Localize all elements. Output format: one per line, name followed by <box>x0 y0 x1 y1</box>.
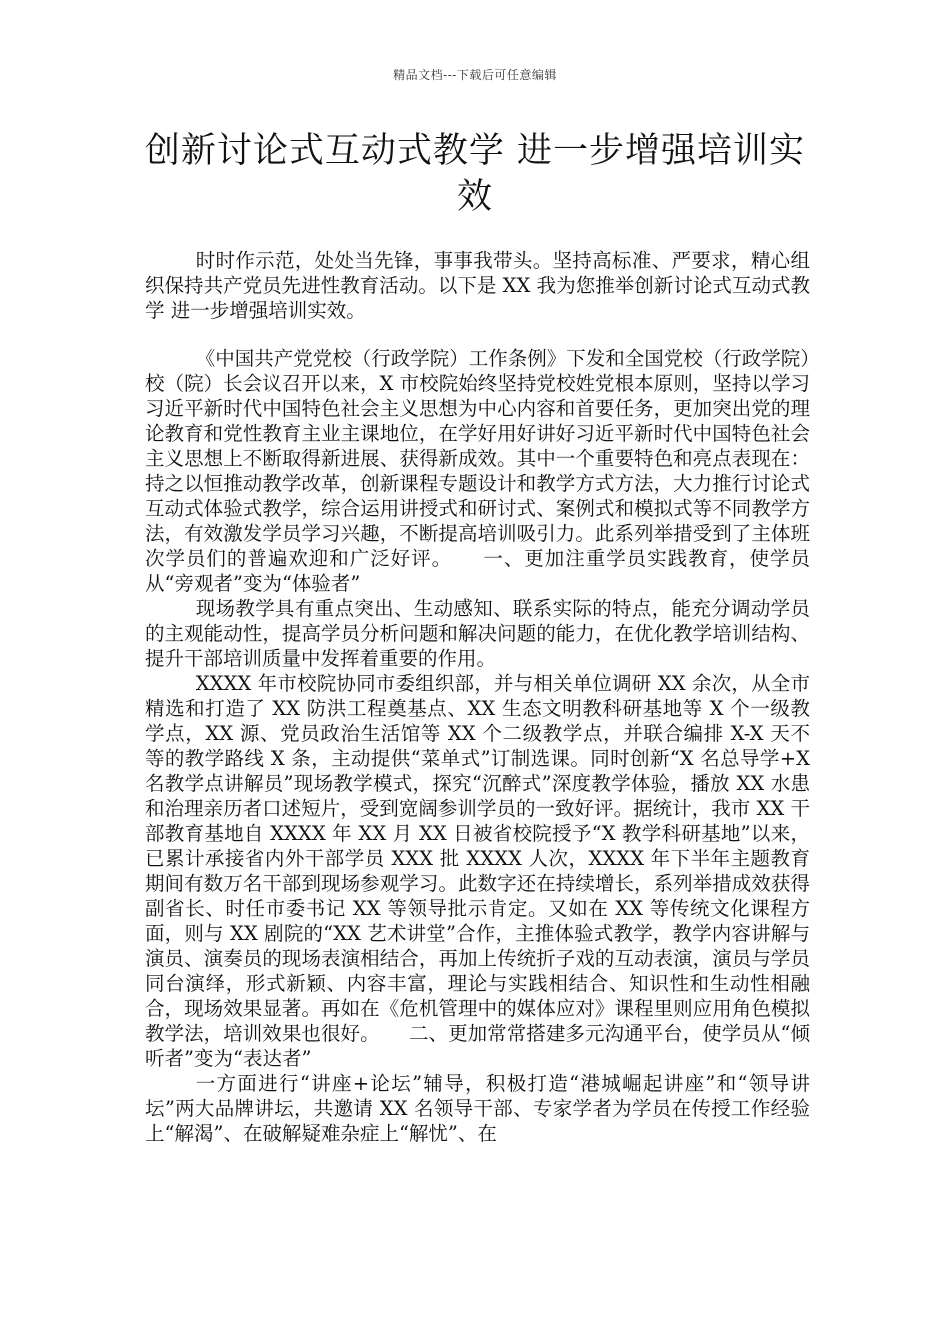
body-paragraph-3: XXXX 年市校院协同市委组织部，并与相关单位调研 XX 余次，从全市精选和打造了 XX 防洪工程奠基点、XX 生态文明教科研基地等 X 个一级教学点，XX 源、党员政治生活馆等 XX 个二级教学点，并联合编排 X-X 天不等的教学路线 X 条，主动提供“菜单式”订制选课。同时创新“X 名总导学+X 名教学点讲解员”现场教学模式，探究“沉醉式”深度教学体验，播放 XX 水患和治理亲历者口述短片，受到宽阔参训学员的一致好评。据统计，我市 XX 干部教育基地自 XXXX 年 XX 月 XX 日被省校院授予“X 教学科研基地”以来，已累计承接省内外干部学员 XXX 批 XXXX 人次，XXXX 年下半年主题教育期间有数万名干部到现场参观学习。此数字还在持续增长，系列举措成效获得副省长、时任市委书记 XX 等领导批示肯定。又如在 XX 等传统文化课程方面，则与 XX 剧院的“XX 艺术讲堂”合作，主推体验式教学，教学内容讲解与演员、演奏员的现场表演相结合，再加上传统折子戏的互动表演，演员与学员同台演绎，形式新颖、内容丰富，理论与实践相结合、知识性和生动性相融合，现场效果显著。再如在《危机管理中的媒体应对》课程里则应用角色模拟教学法，培训效果也很好。 二、更加常常搭建多元沟通平台，使学员从“倾听者”变为“表达者” <box>145 672 810 1070</box>
body-paragraph-4: 一方面进行“讲座+论坛”辅导，积极打造“港城崛起讲座”和“领导讲坛”两大品牌讲坛，共邀请 XX 名领导干部、专家学者为学员在传授工作经验上“解渴”、在破解疑难杂症上“解忧”、在 <box>145 1072 810 1145</box>
body-paragraph-1: 《中国共产党党校（行政学院）工作条例》下发和全国党校（行政学院）校（院）长会议召开以来，X 市校院始终坚持党校姓党根本原则，坚持以学习习近平新时代中国特色社会主义思想为中心内容和首要任务，更加突出党的理论教育和党性教育主业主课地位，在学好用好讲好习近平新时代中国特色社会主义思想上不断取得新进展、获得新成效。其中一个重要特色和亮点表现在：持之以恒推动教学改革，创新课程专题设计和教学方式方法，大力推行讨论式互动式体验式教学，综合运用讲授式和研讨式、案例式和模拟式等不同教学方法，有效激发学员学习兴趣，不断提高培训吸引力。此系列举措受到了主体班次学员们的普遍欢迎和广泛好评。 一、更加注重学员实践教育，使学员从“旁观者”变为“体验者” <box>145 347 810 595</box>
document-body <box>145 346 810 1146</box>
intro-paragraph: 时时作示范，处处当先锋，事事我带头。坚持高标准、严要求，精心组织保持共产党员先进性教育活动。以下是 XX 我为您推举创新讨论式互动式教学 进一步增强培训实效。 <box>145 249 810 322</box>
body-paragraph-2: 现场教学具有重点突出、生动感知、联系实际的特点，能充分调动学员的主观能动性，提高学员分析问题和解决问题的能力，在优化教学培训结构、提升干部培训质量中发挥着重要的作用。 <box>145 597 810 670</box>
header-watermark-note: 精品文档---下载后可任意编辑 <box>393 68 557 82</box>
document-title: 创新讨论式互动式教学 进一步增强培训实效 <box>144 131 806 217</box>
